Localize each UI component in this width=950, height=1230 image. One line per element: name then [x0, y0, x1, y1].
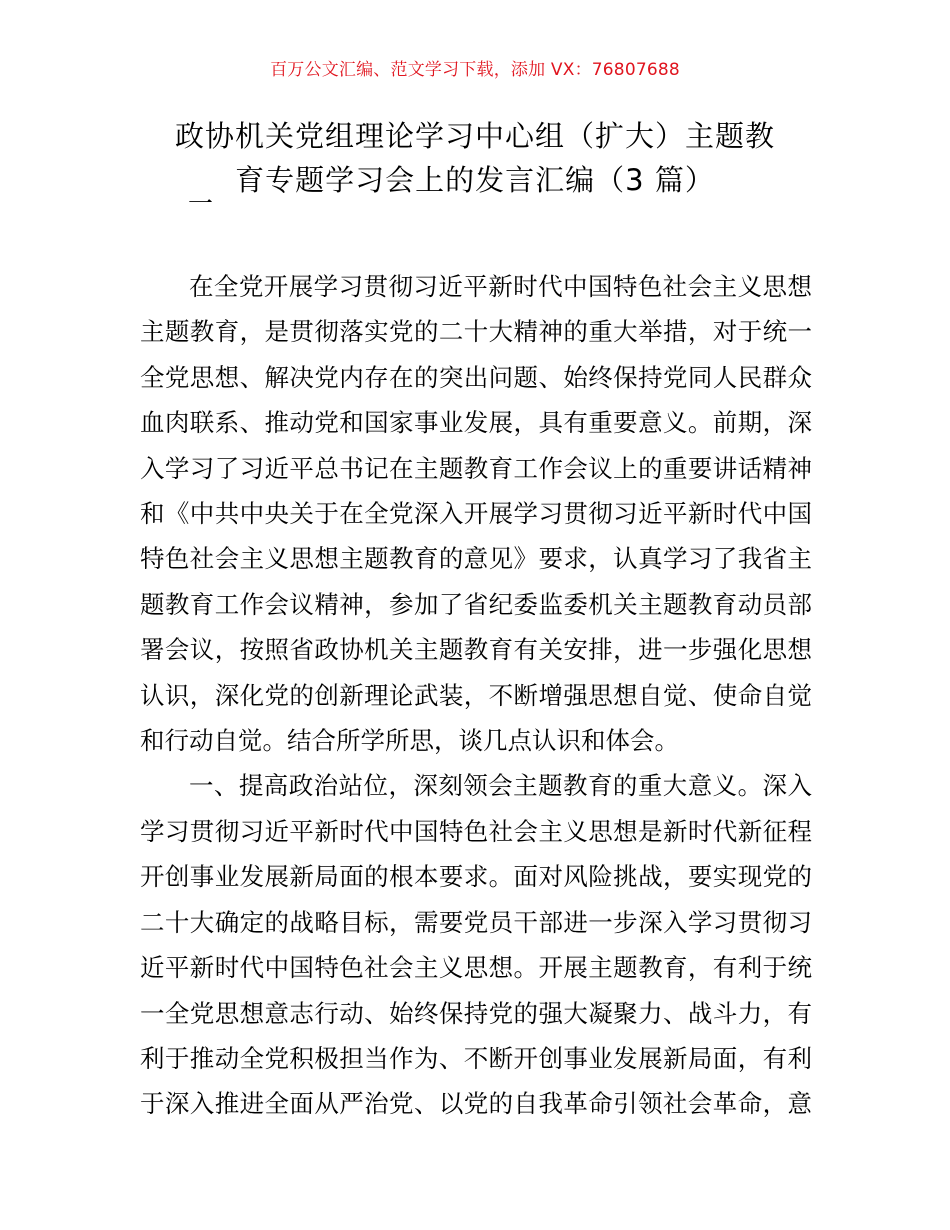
text-line: 近平新时代中国特色社会主义思想。开展主题教育，有利于统	[140, 953, 812, 983]
document-title	[120, 114, 830, 202]
text-line: 和《中共中央关于在全党深入开展学习贯彻习近平新时代中国	[140, 499, 812, 529]
text-line: 题教育工作会议精神，参加了省纪委监委机关主题教育动员部	[140, 589, 812, 619]
header-banner: 百万公文汇编、范文学习下载，添加 VX：76807688	[270, 60, 680, 80]
text-line: 主题教育，是贯彻落实党的二十大精神的重大举措，对于统一	[140, 317, 812, 347]
text-line: 一、提高政治站位，深刻领会主题教育的重大意义。深入	[189, 771, 812, 801]
section-number: 一	[188, 189, 214, 218]
text-line: 全党思想、解决党内存在的突出问题、始终保持党同人民群众	[140, 362, 812, 392]
text-line: 认识，深化党的创新理论武装，不断增强思想自觉、使命自觉	[140, 680, 812, 710]
text-line: 特色社会主义思想主题教育的意见》要求，认真学习了我省主	[140, 544, 812, 574]
text-line: 学习贯彻习近平新时代中国特色社会主义思想是新时代新征程	[140, 816, 812, 846]
text-line: 于深入推进全面从严治党、以党的自我革命引领社会革命，意	[140, 1089, 812, 1119]
text-line: 二十大确定的战略目标，需要党员干部进一步深入学习贯彻习	[140, 907, 812, 937]
document-body	[140, 264, 812, 1127]
text-line: 一全党思想意志行动、始终保持党的强大凝聚力、战斗力，有	[140, 998, 812, 1028]
text-line-last: 和行动自觉。结合所学所思，谈几点认识和体会。	[140, 726, 679, 756]
text-line: 利于推动全党积极担当作为、不断开创事业发展新局面，有利	[140, 1043, 812, 1073]
paragraph-section-one	[140, 763, 812, 1126]
document-title-line: 育专题学习会上的发言汇编（3 篇）	[235, 163, 715, 197]
text-line: 入学习了习近平总书记在主题教育工作会议上的重要讲话精神	[140, 453, 812, 483]
text-line: 血肉联系、推动党和国家事业发展，具有重要意义。前期，深	[140, 408, 812, 438]
text-line: 署会议，按照省政协机关主题教育有关安排，进一步强化思想	[140, 635, 812, 665]
text-line: 开创事业发展新局面的根本要求。面对风险挑战，要实现党的	[140, 862, 812, 892]
text-line: 在全党开展学习贯彻习近平新时代中国特色社会主义思想	[189, 272, 812, 301]
document-title-line: 政协机关党组理论学习中心组（扩大）主题教	[174, 119, 775, 153]
paragraph-intro	[140, 264, 812, 763]
